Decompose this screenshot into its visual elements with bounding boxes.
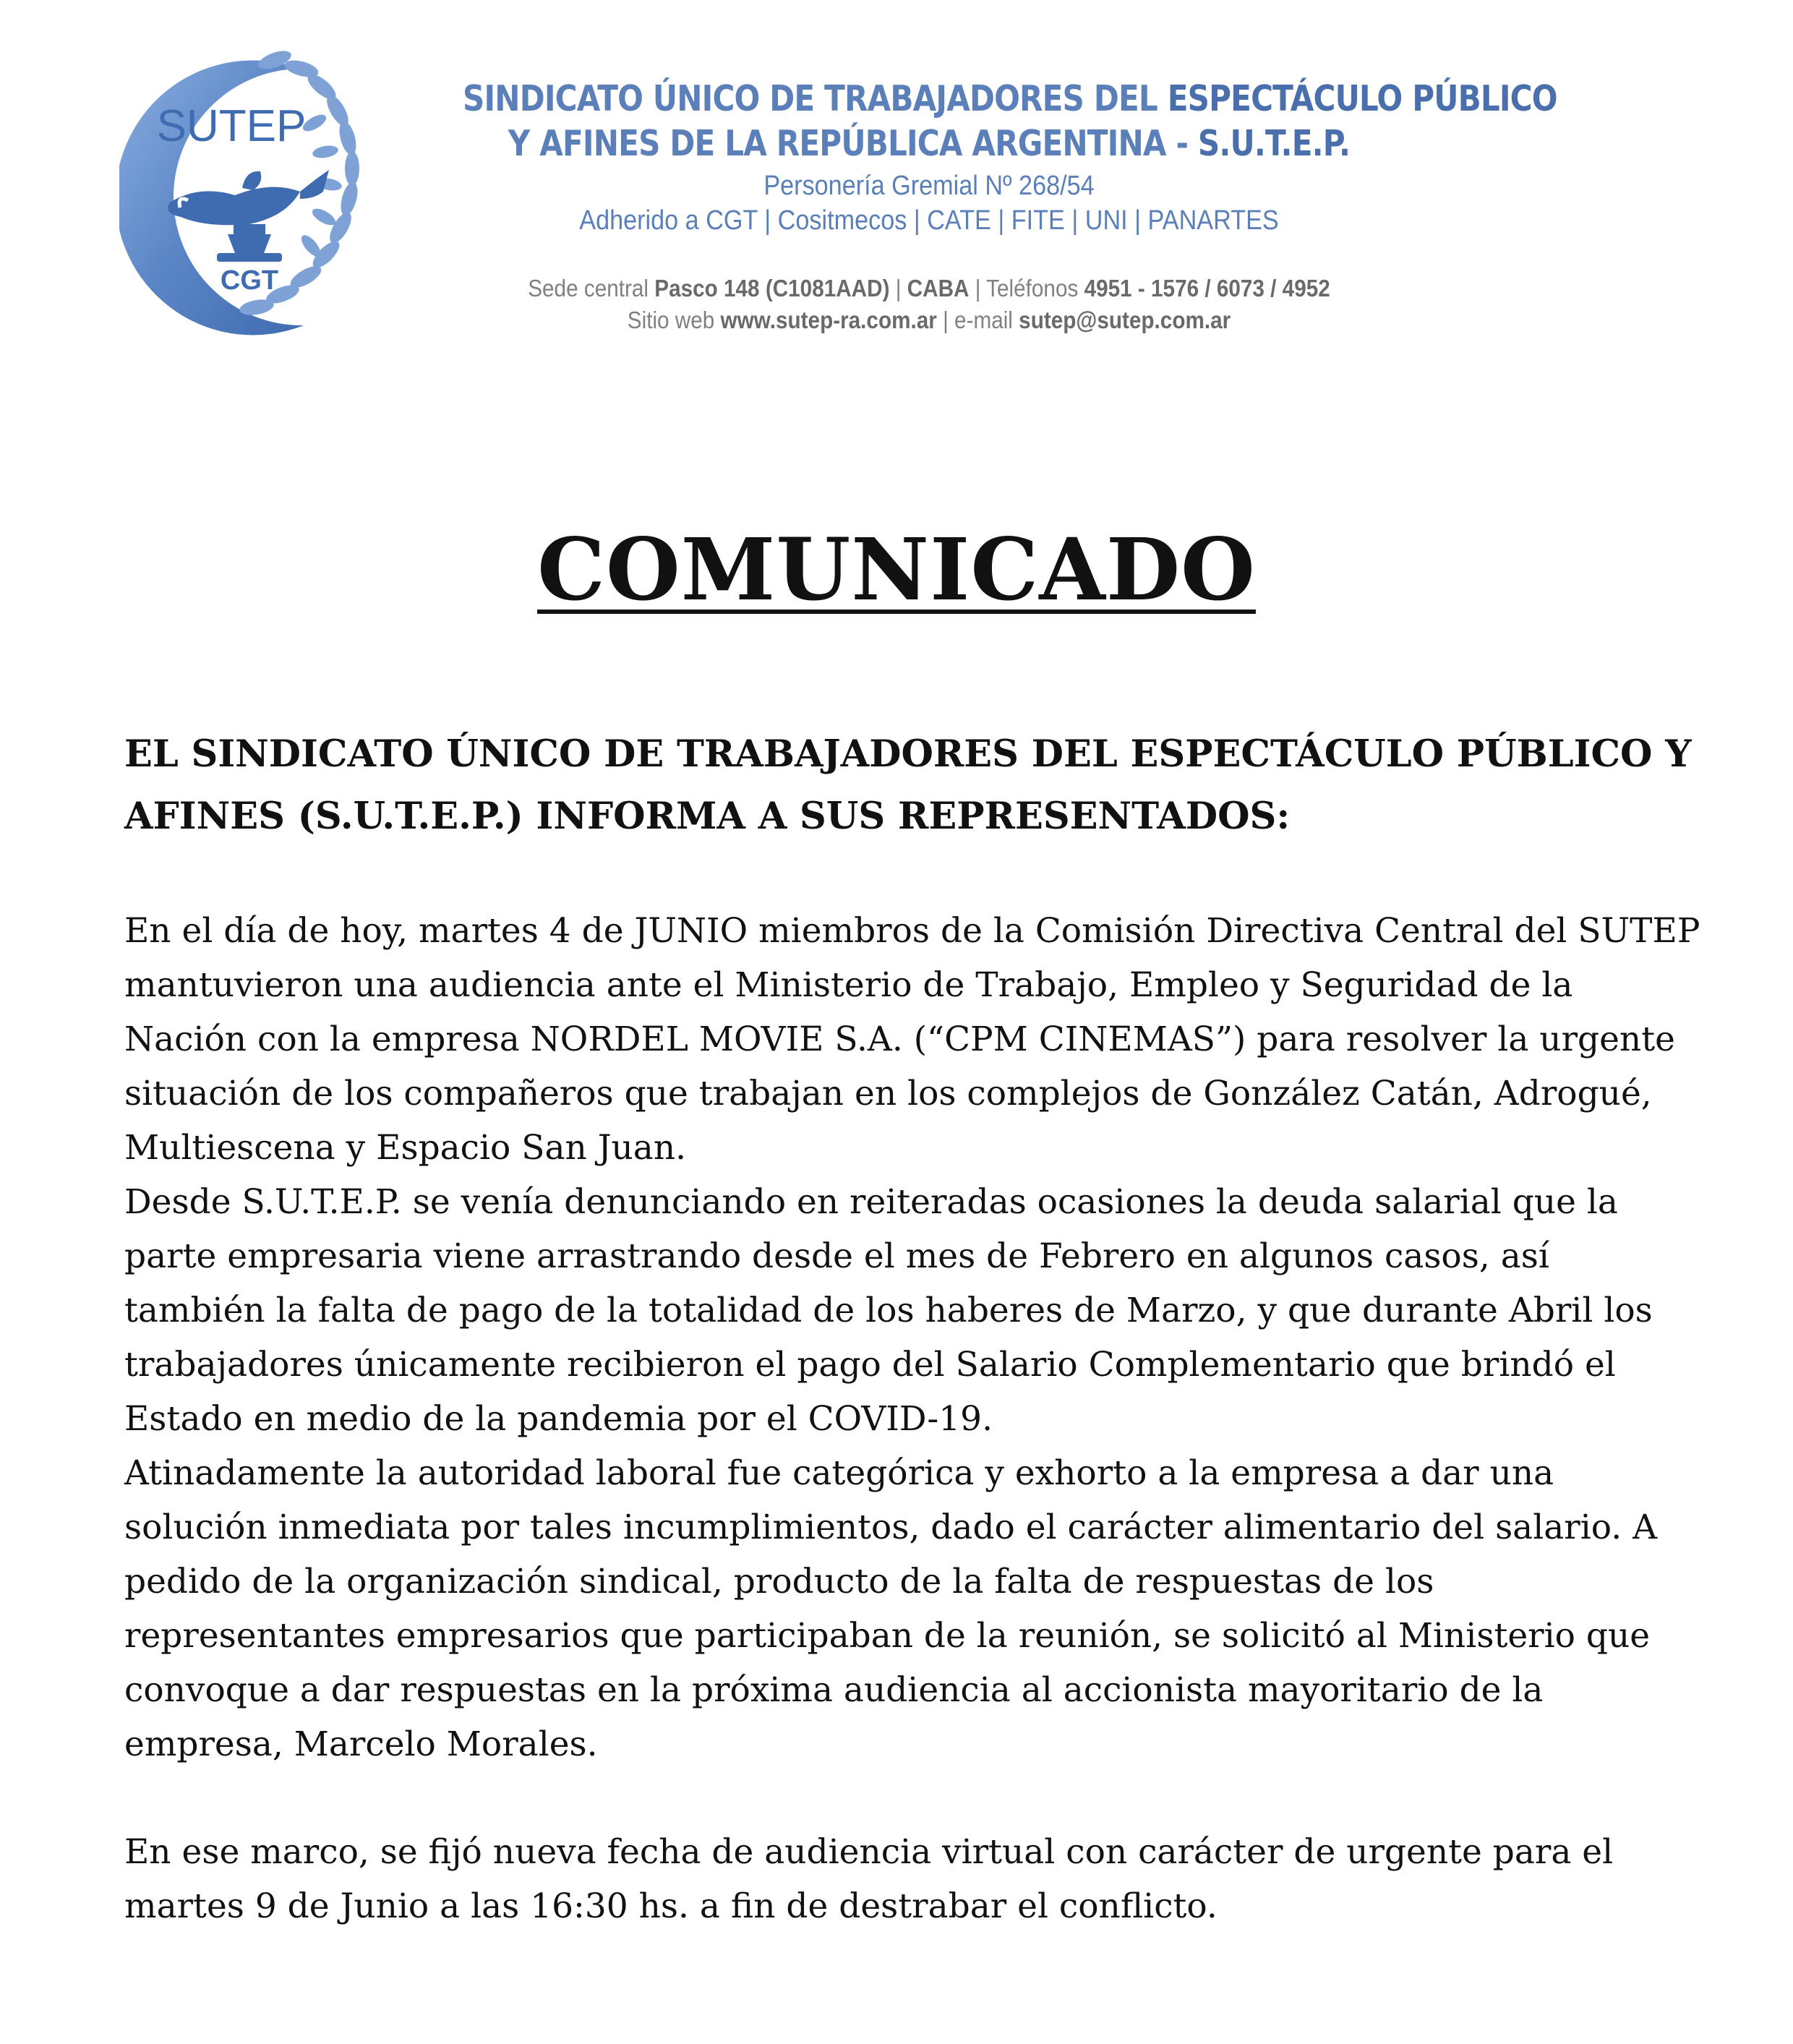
logo-text-sutep: SUTEP bbox=[156, 101, 307, 151]
letterhead bbox=[119, 47, 1638, 351]
letterhead-text bbox=[387, 76, 1557, 336]
paragraph-audiencia: En el día de hoy, martes 4 de JUNIO miembros de la Comisión Directiva Central del SUTEP mantuvieron una audiencia ante el Ministerio de Trabajo, Empleo y Seguridad de la Nación con la empresa NORDEL MOVIE S.A. (“CPM CINEMAS”) para resolver la urgente situación de los compañeros que trabajan en los complejos de González Catán, Adrogué, Multiescena y Espacio San Juan. bbox=[124, 911, 1700, 1168]
paragraph-nueva-fecha: En ese marco, se fijó nueva fecha de audiencia virtual con carácter de urgente para el martes 9 de Junio a las 16:30 hs. a fin de destrabar el conflicto. bbox=[124, 1832, 1614, 1926]
union-name-line2: Y AFINES DE LA REPÚBLICA ARGENTINA - S.U.T.E.P. bbox=[508, 123, 1351, 164]
email-link[interactable]: sutep@sutep.com.ar bbox=[1019, 307, 1231, 333]
announcement-heading bbox=[124, 723, 1700, 847]
union-name-line1: SINDICATO ÚNICO DE TRABAJADORES DEL ESPECTÁCULO PÚBLICO bbox=[463, 78, 1557, 119]
heading-line: EL SINDICATO ÚNICO DE TRABAJADORES DEL ESPECTÁCULO PÚBLICO Y bbox=[124, 732, 1692, 776]
website-link[interactable]: www.sutep-ra.com.ar bbox=[720, 307, 937, 333]
affiliations: Adherido a CGT | Cositmecos | CATE | FITE | UNI | PANARTES bbox=[579, 205, 1279, 236]
headquarters-info: Sede central Pasco 148 (C1081AAD) | CABA | Teléfonos 4951 - 1576 / 6073 / 4952 bbox=[528, 275, 1330, 302]
logo-text-cgt: CGT bbox=[220, 265, 279, 296]
document-title: COMUNICADO bbox=[537, 519, 1256, 620]
sutep-logo bbox=[119, 47, 401, 343]
paragraph-autoridad: Atinadamente la autoridad laboral fue categórica y exhorto a la empresa a dar una solución inmediata por tales incumplimientos, dado el carácter alimentario del salario. A pedido de la organización sindical, producto de la falta de respuestas de los representantes empresarios que participaban de la reunión, se solicitó al Ministerio que convoque a dar respuestas en la próxima audiencia al accionista mayoritario de la empresa, Marcelo Morales. bbox=[124, 1453, 1658, 1764]
web-contact: Sitio web www.sutep-ra.com.ar | e-mail sutep@sutep.com.ar bbox=[627, 307, 1231, 333]
paragraph-deuda: Desde S.U.T.E.P. se venía denunciando en reiteradas ocasiones la deuda salarial que la parte empresaria viene arrastrando desde el mes de Febrero en algunos casos, así también la falta de pago de la totalidad de los haberes de Marzo, y que durante Abril los trabajadores únicamente recibieron el pago del Salario Complementario que brindó el Estado en medio de la pandemia por el COVID-19. bbox=[124, 1182, 1653, 1439]
heading-line: AFINES (S.U.T.E.P.) INFORMA A SUS REPRESENTADOS: bbox=[124, 795, 1291, 838]
document-body bbox=[124, 904, 1700, 1933]
personeria-gremial: Personería Gremial Nº 268/54 bbox=[763, 171, 1095, 201]
